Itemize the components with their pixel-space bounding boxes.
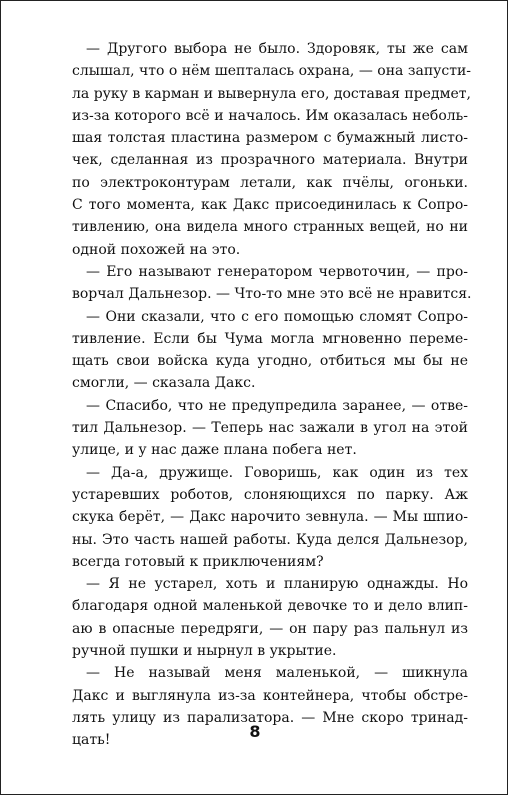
text-line: скука берёт, — Дакс нарочито зевнула. — Мы шпио-: [72, 509, 468, 526]
page-number: 8: [249, 722, 261, 741]
text-line: — Да-а, дружище. Говоришь, как один из тех: [72, 464, 468, 481]
text-line: смогли, — сказала Дакс.: [72, 375, 256, 392]
text-line: одной похожей на это.: [72, 241, 241, 258]
text-line: устаревших роботов, слоняющихся по парку. Аж: [72, 486, 468, 503]
text-line: тивлению, она видела много странных вещей, но ни: [72, 219, 468, 236]
text-line: ворчал Дальнезор. — Что-то мне это всё не нравится.: [72, 286, 472, 303]
text-line: ла руку в карман и вывернула его, доставая предмет,: [72, 85, 471, 102]
text-line: аю в опасные передряги, — он пару раз пальнул из: [72, 620, 468, 637]
paragraph: [72, 306, 468, 395]
text-line: — Спасибо, что не предупредила заранее, — отве-: [72, 397, 468, 414]
text-line: ручной пушки и нырнул в укрытие.: [72, 643, 337, 660]
text-line: — Я не устарел, хоть и планирую однажды. Но: [72, 576, 468, 593]
text-line: цать!: [72, 732, 111, 749]
text-line: Дакс и выглянула из-за контейнера, чтобы обстре-: [72, 687, 468, 704]
paragraph: [72, 462, 468, 573]
paragraph: [72, 38, 472, 261]
text-line: шая толстая пластина размером с бумажный листо-: [72, 130, 468, 147]
text-line: тивление. Если бы Чума могла мгновенно переме-: [72, 330, 468, 347]
text-line: по электроконтурам летали, как пчёлы, огоньки.: [72, 174, 468, 191]
text-line: С того момента, как Дакс присоединилась к Сопро-: [72, 197, 468, 214]
text-line: щать свои войска куда угодно, отбиться мы бы не: [72, 353, 468, 370]
text-line: ны. Это часть нашей работы. Куда делся Дальнезор,: [72, 531, 468, 548]
text-line: чек, сделанная из прозрачного материала. Внутри: [72, 152, 468, 169]
text-line: — Они сказали, что с его помощью сломят Сопро-: [72, 308, 468, 325]
paragraph: [72, 261, 472, 306]
text-line: слышал, что о нём шепталась охрана, — она запусти-: [72, 63, 472, 80]
text-line: всегда готовый к приключениям?: [72, 553, 324, 570]
body-text: [72, 38, 472, 752]
text-line: благодаря одной маленькой девочке то и дело влип-: [72, 598, 468, 615]
text-line: из-за которого всё и началось. Им оказалась неболь-: [72, 107, 468, 124]
text-line: улице, и у нас даже плана побега нет.: [72, 442, 357, 459]
text-line: — Другого выбора не было. Здоровяк, ты же сам: [72, 41, 468, 57]
text-line: — Его называют генератором червоточин, — про-: [72, 263, 468, 280]
text-line: — Не называй меня маленькой, — шикнула: [72, 665, 468, 682]
paragraph: [72, 395, 468, 462]
text-line: тил Дальнезор. — Теперь нас зажали в угол на этой: [72, 420, 468, 437]
paragraph: [72, 573, 468, 662]
text-line: лять улицу из парализатора. — Мне скоро тринад-: [72, 709, 468, 726]
